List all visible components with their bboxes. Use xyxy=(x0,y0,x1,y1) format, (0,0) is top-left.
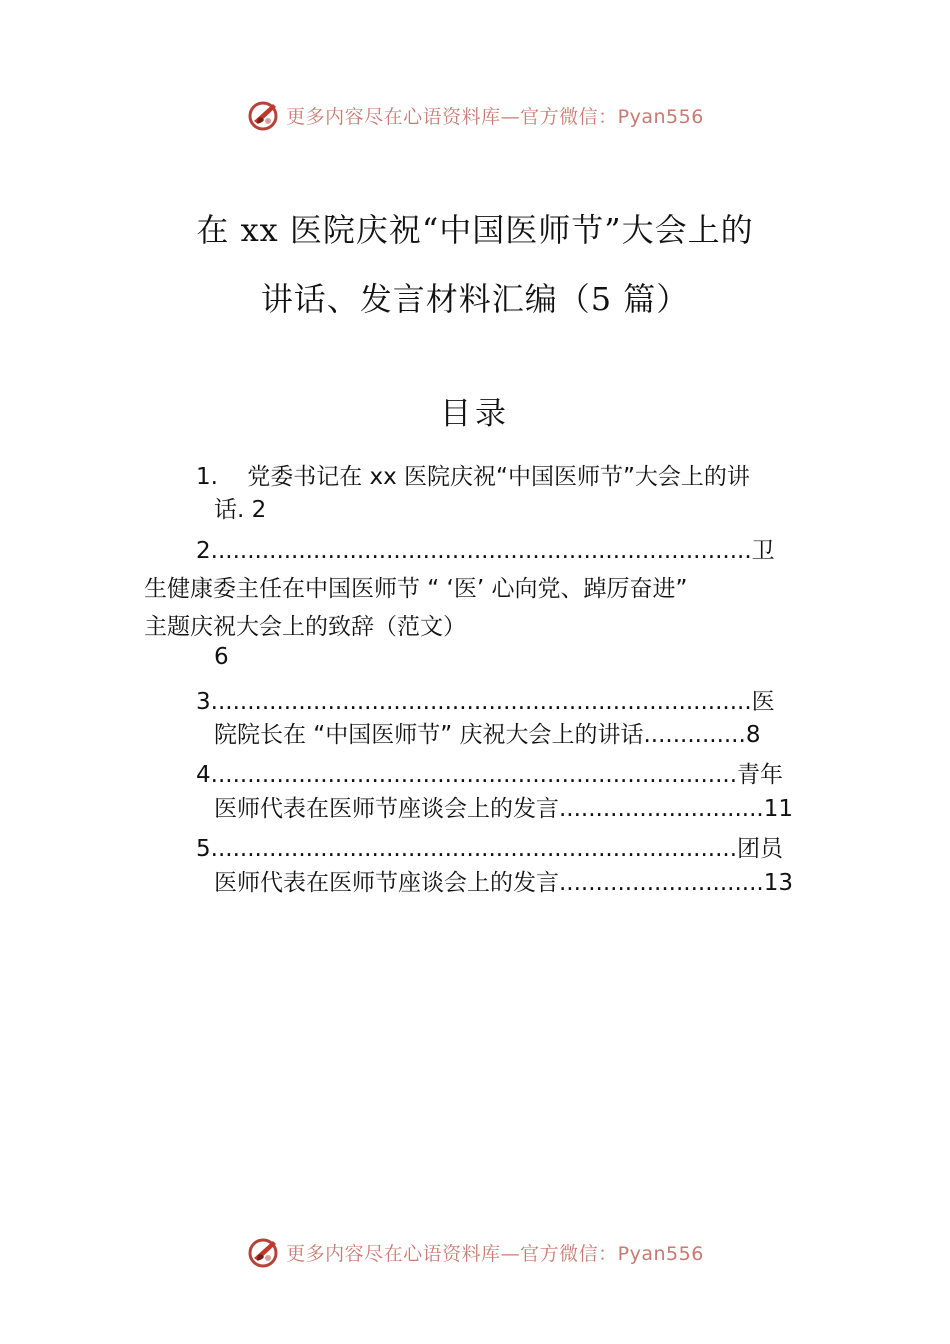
toc-leader-dots: .............. xyxy=(643,722,746,748)
toc-item-text: 团员 xyxy=(737,836,784,862)
document-title-line1: 在 xx 医院庆祝“中国医师节”大会上的 xyxy=(196,211,754,249)
toc-item-1-line1[interactable]: 1. 党委书记在 xx 医院庆祝“中国医师节”大会上的讲 xyxy=(196,464,750,490)
toc-item-3-line2[interactable] xyxy=(214,716,760,749)
toc-item-3-line1[interactable] xyxy=(196,683,775,716)
toc-leader-dots: ........................................................................ xyxy=(210,836,738,862)
toc-item-page: 11 xyxy=(763,796,793,822)
toc-item-4-line1[interactable] xyxy=(196,756,783,789)
watermark-text: 更多内容尽在心语资料库—官方微信：Pyan556 xyxy=(286,1242,704,1265)
brush-logo-icon xyxy=(246,97,282,133)
toc-item-text: 青年 xyxy=(737,762,784,788)
toc-item-2-line1[interactable] xyxy=(196,532,775,565)
watermark-wechat-id: Pyan556 xyxy=(617,105,704,128)
toc-leader-dots: ............................ xyxy=(559,870,764,896)
toc-item-text: 卫 xyxy=(751,538,775,564)
toc-item-1-line2[interactable]: 话. 2 xyxy=(214,497,267,523)
toc-item-2-line3[interactable]: 主题庆祝大会上的致辞（范文） xyxy=(144,614,466,640)
toc-item-4-line2[interactable] xyxy=(214,790,793,823)
toc-item-text: 院院长在 “中国医师节” 庆祝大会上的讲话 xyxy=(214,722,644,748)
toc-leader-dots: ........................................................................ xyxy=(210,762,738,788)
toc-item-number: 3 xyxy=(196,689,211,715)
toc-item-text: 医师代表在医师节座谈会上的发言 xyxy=(214,870,559,896)
toc-item-number: 4 xyxy=(196,762,211,788)
watermark-banner-top xyxy=(0,95,950,135)
toc-item-text: 医 xyxy=(751,689,775,715)
toc-item-2-page[interactable]: 6 xyxy=(214,644,229,670)
toc-item-number: 2 xyxy=(196,538,211,564)
brush-logo-icon xyxy=(246,1234,282,1270)
toc-heading: 目录 xyxy=(440,396,510,432)
toc-item-page: 8 xyxy=(745,722,761,748)
toc-item-text: 医师代表在医师节座谈会上的发言 xyxy=(214,796,559,822)
toc-leader-dots: .......................................................................... xyxy=(210,689,752,715)
toc-item-page: 13 xyxy=(763,870,793,896)
toc-leader-dots: .......................................................................... xyxy=(210,538,752,564)
watermark-wechat-id: Pyan556 xyxy=(617,1242,704,1265)
toc-item-number: 5 xyxy=(196,836,211,862)
toc-item-2-line2[interactable]: 生健康委主任在中国医师节 “ ‘医’ 心向党、踔厉奋进” xyxy=(144,576,688,602)
watermark-banner-bottom xyxy=(0,1232,950,1272)
document-title-line2: 讲话、发言材料汇编（5 篇） xyxy=(260,280,690,318)
toc-item-5-line2[interactable] xyxy=(214,864,793,897)
toc-leader-dots: ............................ xyxy=(559,796,764,822)
watermark-text: 更多内容尽在心语资料库—官方微信：Pyan556 xyxy=(286,105,704,128)
toc-item-5-line1[interactable] xyxy=(196,830,783,863)
